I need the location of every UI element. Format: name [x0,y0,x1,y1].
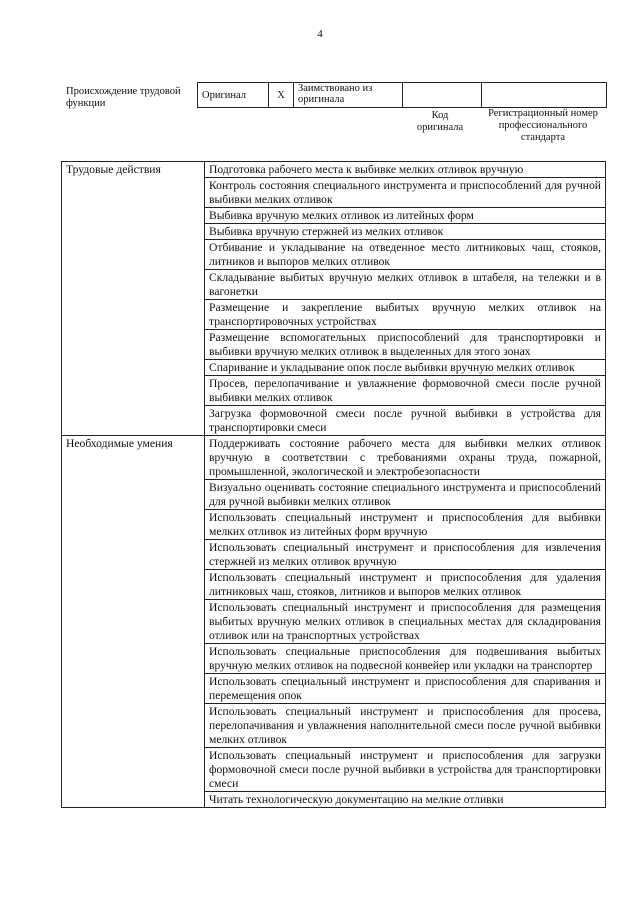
original-mark: X [269,83,294,108]
reg-number-caption: Регистрационный номер профессионального стандарта [488,108,598,143]
reg-number-cell [482,83,607,108]
section-title: Трудовые действия [62,162,205,436]
list-item: Визуально оценивать состояние специального инструмента и приспособлений для ручной выбивки мелких отливок [205,480,606,510]
list-item: Просев, перелопачивание и увлажнение формовочной смеси после ручной выбивки мелких отливок [205,376,606,406]
list-item: Загрузка формовочной смеси после ручной выбивки в устройства для транспортировки смеси [205,406,606,436]
original-cell: Оригинал [198,83,269,108]
code-cell [403,83,482,108]
list-item: Читать технологическую документацию на мелкие отливки [205,792,606,808]
function-table [61,161,606,808]
list-item: Поддерживать состояние рабочего места для выбивки мелких отливок вручную в соответствии с требованиями охраны труда, пожарной, промышленной, экологической и электробезопасности [205,436,606,480]
borrowed-cell: Заимствовано из оригинала [294,83,403,108]
list-item: Использовать специальный инструмент и приспособления для удаления литниковых чаш, стояков, литников и выпоров мелких отливок [205,570,606,600]
list-item: Контроль состояния специального инструмента и приспособлений для ручной выбивки мелких отливок [205,178,606,208]
list-item: Складывание выбитых вручную мелких отливок в штабеля, на тележки и в вагонетки [205,270,606,300]
list-item: Размещение вспомогательных приспособлений для транспортировки и выбивки вручную мелких отливок в выделенных для этого зонах [205,330,606,360]
list-item: Подготовка рабочего места к выбивке мелких отливок вручную [205,162,606,178]
list-item: Использовать специальный инструмент и приспособления для извлечения стержней из мелких отливок вручную [205,540,606,570]
list-item: Использовать специальный инструмент и приспособления для выбивки мелких отливок из литейных форм вручную [205,510,606,540]
origin-label: Происхождение трудовой функции [66,86,181,109]
table-row [62,436,606,480]
section-title: Необходимые умения [62,436,205,808]
list-item: Спаривание и укладывание опок после выбивки вручную мелких отливок [205,360,606,376]
list-item: Отбивание и укладывание на отведенное место литниковых чаш, стояков, литников и выпоров мелких отливок [205,240,606,270]
list-item: Использовать специальный инструмент и приспособления для спаривания и перемещения опок [205,674,606,704]
origin-table [197,82,607,108]
list-item: Использовать специальные приспособления для подвешивания выбитых вручную мелких отливок на подвесной конвейер или укладки на транспортер [205,644,606,674]
list-item: Выбивка вручную стержней из мелких отливок [205,224,606,240]
code-caption: Код оригинала [416,110,464,133]
list-item: Использовать специальный инструмент и приспособления для просева, перелопачивания и увлажнения наполнительной смеси после ручной выбивки мелких отливок [205,704,606,748]
table-row [62,162,606,178]
list-item: Выбивка вручную мелких отливок из литейных форм [205,208,606,224]
list-item: Размещение и закрепление выбитых вручную мелких отливок на транспортировочных устройствах [205,300,606,330]
list-item: Использовать специальный инструмент и приспособления для размещения выбитых вручную мелких отливок в специальных местах для складирования отливок или на транспортных устройствах [205,600,606,644]
list-item: Использовать специальный инструмент и приспособления для загрузки формовочной смеси после ручной выбивки в устройства для транспортировки смеси [205,748,606,792]
page-number: 4 [317,28,323,40]
